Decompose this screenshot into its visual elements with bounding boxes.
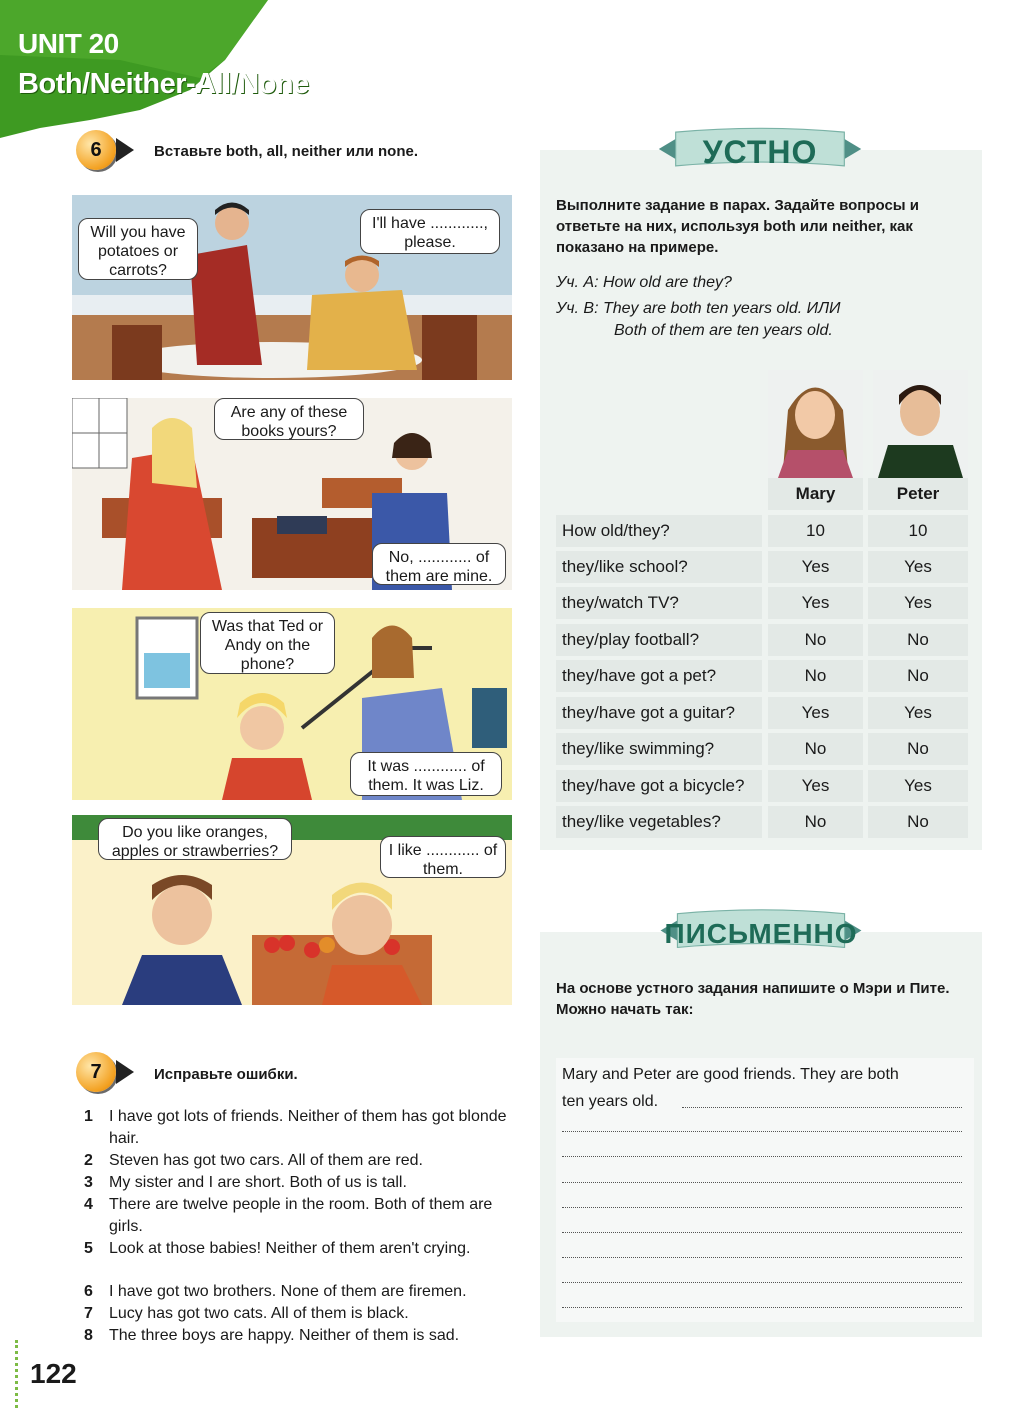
table-row-question: How old/they?	[556, 515, 762, 547]
table-cell-peter: Yes	[868, 770, 968, 802]
table-cell-peter: No	[868, 624, 968, 656]
table-cell-peter: Yes	[868, 551, 968, 583]
oral-instruction: Выполните задание в парах. Задайте вопросы и ответьте на них, используя both или neither, как показано на примере.	[556, 197, 919, 256]
panel-1-bubble-answer: I'll have ............, please.	[360, 209, 500, 254]
table-cell-peter: No	[868, 806, 968, 838]
error-item: 7 Lucy has got two cats. All of them is black.	[84, 1305, 409, 1322]
error-item: 6 I have got two brothers. None of them are firemen.	[84, 1283, 467, 1300]
writing-line	[562, 1207, 962, 1208]
page-margin-dots	[15, 1340, 18, 1408]
panel-2-bubble-answer: No, ............ of them are mine.	[372, 543, 506, 585]
table-row-question: they/have got a guitar?	[556, 697, 762, 729]
table-cell-mary: Yes	[768, 551, 863, 583]
table-cell-peter: No	[868, 733, 968, 765]
exercise-7-instruction: Исправьте ошибки.	[154, 1066, 298, 1083]
mary-photo	[768, 370, 863, 478]
panel-4-bubble-answer: I like ............ of them.	[380, 836, 506, 878]
panel-4-bubble-question: Do you like oranges, apples or strawberries?	[98, 818, 292, 860]
writing-line	[562, 1182, 962, 1183]
example-question: Уч. A: How old are they?	[556, 274, 732, 291]
oral-banner-label: УСТНО	[702, 133, 818, 170]
badge-arrow-icon	[116, 1060, 134, 1084]
error-item: 2 Steven has got two cars. All of them are red.	[84, 1152, 423, 1169]
unit-topic: Both/Neither-All/None	[18, 68, 309, 100]
writing-line	[562, 1307, 962, 1308]
writing-sample-line-2: ten years old.	[562, 1093, 659, 1110]
panel-3-bubble-answer: It was ............ of them. It was Liz.	[350, 752, 502, 796]
writing-line	[562, 1232, 962, 1233]
panel-3-bubble-question: Was that Ted or Andy on the phone?	[200, 612, 335, 674]
writing-line	[562, 1282, 962, 1283]
table-cell-mary: Yes	[768, 587, 863, 619]
table-row-question: they/have got a bicycle?	[556, 770, 762, 802]
table-cell-mary: No	[768, 660, 863, 692]
table-cell-mary: No	[768, 806, 863, 838]
writing-line	[562, 1257, 962, 1258]
table-row-question: they/play football?	[556, 624, 762, 656]
error-item: 4 There are twelve people in the room. Both of them are girls.	[84, 1196, 493, 1235]
error-item: 8 The three boys are happy. Neither of them is sad.	[84, 1327, 460, 1344]
table-cell-peter: Yes	[868, 697, 968, 729]
column-header-peter: Peter	[868, 478, 968, 510]
table-cell-peter: Yes	[868, 587, 968, 619]
table-cell-mary: 10	[768, 515, 863, 547]
panel-2-bubble-question: Are any of these books yours?	[214, 398, 364, 440]
error-item: 3 My sister and I are short. Both of us is tall.	[84, 1174, 407, 1191]
writing-sample-line-1: Mary and Peter are good friends. They are both	[562, 1066, 899, 1083]
badge-arrow-icon	[116, 138, 134, 162]
table-row-question: they/like school?	[556, 551, 762, 583]
table-row-question: they/like swimming?	[556, 733, 762, 765]
error-item: 5 Look at those babies! Neither of them aren't crying.	[84, 1240, 471, 1257]
exercise-6-badge: 6	[76, 130, 116, 170]
example-answer-alt: Both of them are ten years old.	[614, 322, 833, 339]
exercise-7-badge: 7	[76, 1052, 116, 1092]
writing-line	[562, 1156, 962, 1157]
exercise-6-instruction: Вставьте both, all, neither или none.	[154, 143, 418, 160]
written-instruction: На основе устного задания напишите о Мэри и Пите. Можно начать так:	[556, 980, 950, 1018]
table-cell-mary: Yes	[768, 770, 863, 802]
written-banner-label: ПИСЬМЕННО	[664, 918, 858, 949]
table-cell-mary: Yes	[768, 697, 863, 729]
table-cell-mary: No	[768, 624, 863, 656]
column-header-mary: Mary	[768, 478, 863, 510]
table-row-question: they/like vegetables?	[556, 806, 762, 838]
table-cell-peter: 10	[868, 515, 968, 547]
writing-line	[682, 1107, 962, 1108]
table-row-question: they/watch TV?	[556, 587, 762, 619]
table-row-question: they/have got a pet?	[556, 660, 762, 692]
table-cell-peter: No	[868, 660, 968, 692]
error-item: 1 I have got lots of friends. Neither of them has got blonde hair.	[84, 1108, 507, 1147]
example-answer: Уч. B: They are both ten years old. ИЛИ	[556, 300, 841, 317]
panel-1-bubble-question: Will you have potatoes or carrots?	[78, 218, 198, 280]
page-number: 122	[30, 1358, 77, 1389]
table-cell-mary: No	[768, 733, 863, 765]
unit-title: UNIT 20	[18, 28, 119, 59]
peter-photo	[873, 370, 968, 478]
writing-line	[562, 1131, 962, 1132]
